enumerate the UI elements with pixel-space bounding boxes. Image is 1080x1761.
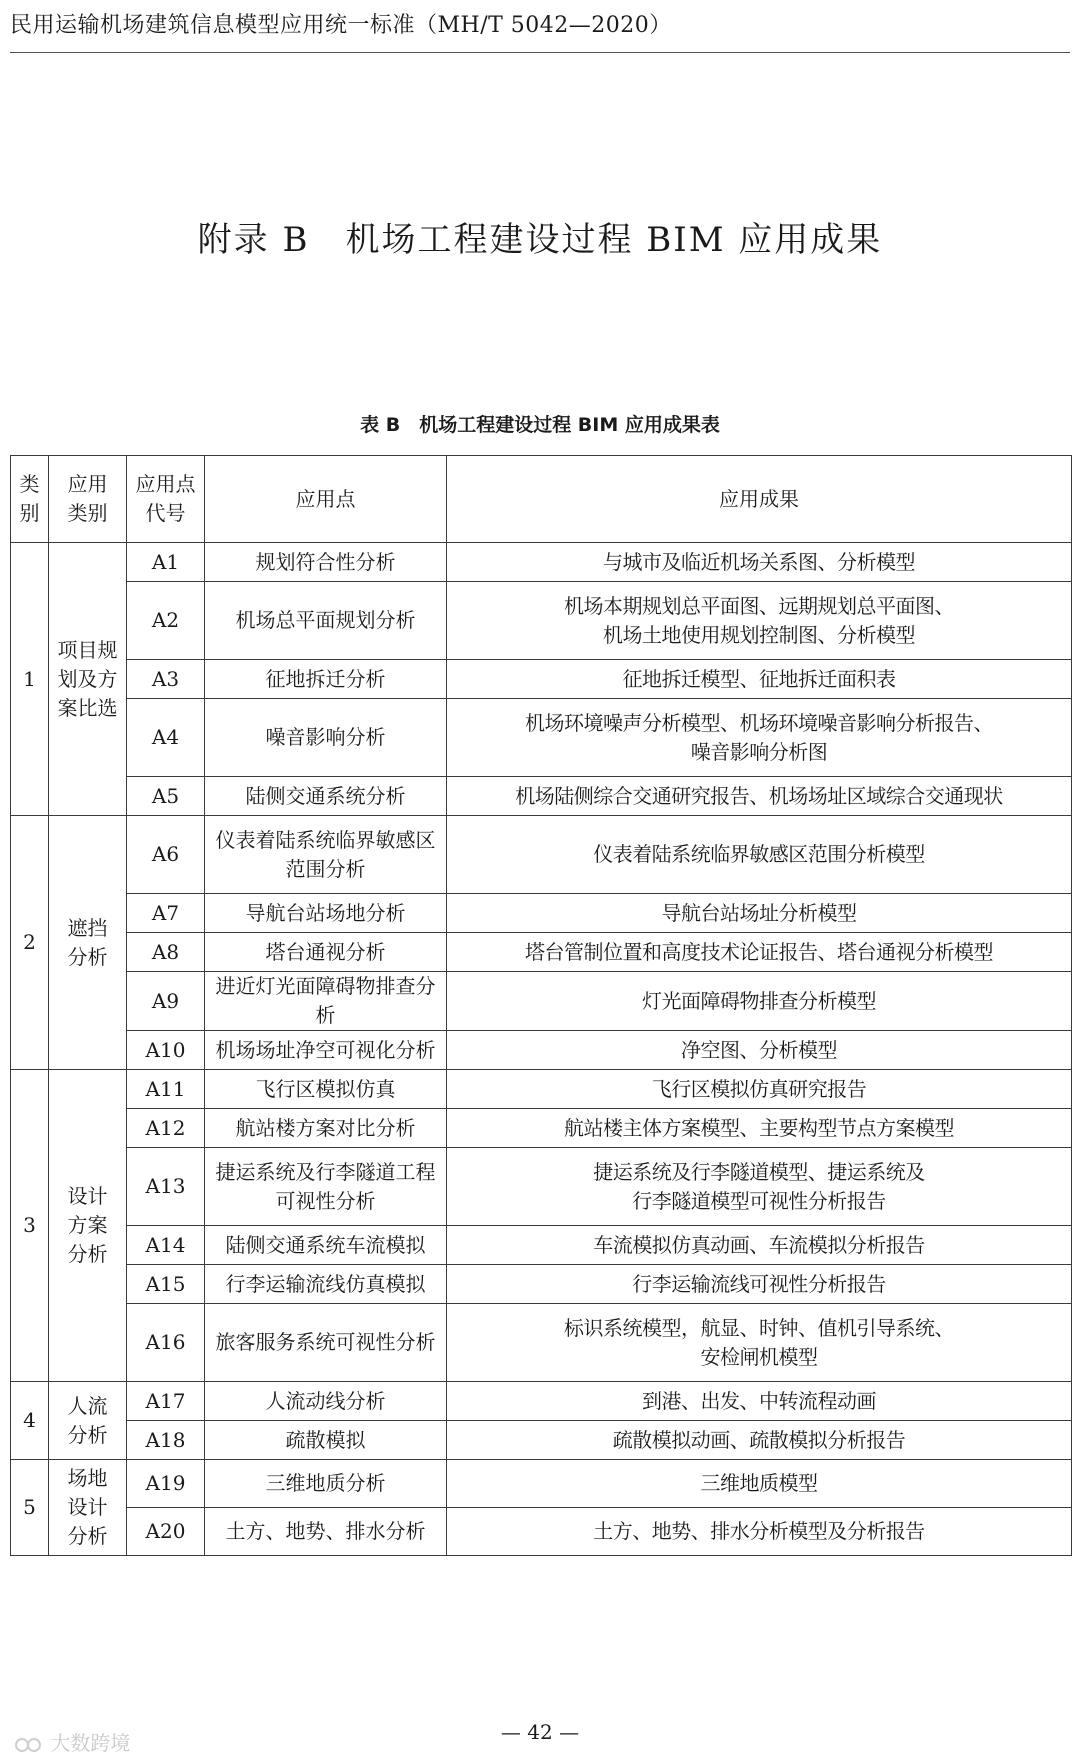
application-point-cell: 噪音影响分析 (205, 699, 447, 777)
table-row (11, 699, 1072, 777)
application-point-cell: 人流动线分析 (205, 1382, 447, 1421)
code-cell: A5 (127, 777, 205, 816)
code-cell: A19 (127, 1460, 205, 1508)
table-row (11, 1508, 1072, 1556)
application-result-cell: 航站楼主体方案模型、主要构型节点方案模型 (447, 1109, 1072, 1148)
application-result-cell: 塔台管制位置和高度技术论证报告、塔台通视分析模型 (447, 933, 1072, 972)
application-result-cell: 导航台站场址分析模型 (447, 894, 1072, 933)
watermark-text: 大数跨境 (50, 1731, 131, 1755)
header-point: 应用点 (205, 456, 447, 543)
application-result-cell: 行李运输流线可视性分析报告 (447, 1265, 1072, 1304)
code-cell: A1 (127, 543, 205, 582)
code-cell: A6 (127, 816, 205, 894)
table-row (11, 1421, 1072, 1460)
application-result-cell: 机场环境噪声分析模型、机场环境噪音影响分析报告、 噪音影响分析图 (447, 699, 1072, 777)
table-row (11, 1109, 1072, 1148)
code-cell: A9 (127, 972, 205, 1031)
application-result-cell: 仪表着陆系统临界敏感区范围分析模型 (447, 816, 1072, 894)
code-cell: A11 (127, 1070, 205, 1109)
application-point-cell: 塔台通视分析 (205, 933, 447, 972)
table-row (11, 660, 1072, 699)
application-point-cell: 导航台站场地分析 (205, 894, 447, 933)
code-cell: A20 (127, 1508, 205, 1556)
code-cell: A14 (127, 1226, 205, 1265)
application-point-cell: 仪表着陆系统临界敏感区 范围分析 (205, 816, 447, 894)
category-number-cell: 1 (11, 543, 49, 816)
header-app-category: 应用 类别 (49, 456, 127, 543)
application-result-cell: 到港、出发、中转流程动画 (447, 1382, 1072, 1421)
application-point-cell: 土方、地势、排水分析 (205, 1508, 447, 1556)
application-result-cell: 捷运系统及行李隧道模型、捷运系统及 行李隧道模型可视性分析报告 (447, 1148, 1072, 1226)
application-result-cell: 飞行区模拟仿真研究报告 (447, 1070, 1072, 1109)
running-header: 民用运输机场建筑信息模型应用统一标准（MH/T 5042—2020） (10, 13, 672, 38)
table-row (11, 816, 1072, 894)
application-result-cell: 土方、地势、排水分析模型及分析报告 (447, 1508, 1072, 1556)
application-result-cell: 标识系统模型，航显、时钟、值机引导系统、 安检闸机模型 (447, 1304, 1072, 1382)
table-row (11, 894, 1072, 933)
table-row (11, 777, 1072, 816)
table-row (11, 1226, 1072, 1265)
table-body (11, 543, 1072, 1556)
table-row (11, 543, 1072, 582)
table-row (11, 1148, 1072, 1226)
code-cell: A16 (127, 1304, 205, 1382)
code-cell: A17 (127, 1382, 205, 1421)
application-result-cell: 与城市及临近机场关系图、分析模型 (447, 543, 1072, 582)
application-point-cell: 规划符合性分析 (205, 543, 447, 582)
table-row (11, 1304, 1072, 1382)
application-category-cell: 遮挡 分析 (49, 816, 127, 1070)
appendix-title: 附录 B 机场工程建设过程 BIM 应用成果 (197, 220, 883, 260)
application-point-cell: 旅客服务系统可视性分析 (205, 1304, 447, 1382)
application-category-cell: 人流 分析 (49, 1382, 127, 1460)
code-cell: A10 (127, 1031, 205, 1070)
application-result-cell: 机场陆侧综合交通研究报告、机场场址区域综合交通现状 (447, 777, 1072, 816)
table-row (11, 972, 1072, 1031)
category-number-cell: 3 (11, 1070, 49, 1382)
code-cell: A13 (127, 1148, 205, 1226)
application-point-cell: 机场总平面规划分析 (205, 582, 447, 660)
header-category: 类 别 (11, 456, 49, 543)
table-row (11, 933, 1072, 972)
application-result-cell: 净空图、分析模型 (447, 1031, 1072, 1070)
application-category-cell: 设计 方案 分析 (49, 1070, 127, 1382)
application-point-cell: 飞行区模拟仿真 (205, 1070, 447, 1109)
table-row (11, 1031, 1072, 1070)
code-cell: A12 (127, 1109, 205, 1148)
table-row (11, 582, 1072, 660)
application-point-cell: 征地拆迁分析 (205, 660, 447, 699)
code-cell: A15 (127, 1265, 205, 1304)
table-row (11, 1070, 1072, 1109)
bim-outcomes-table (10, 455, 1072, 1556)
application-result-cell: 灯光面障碍物排查分析模型 (447, 972, 1072, 1031)
header-code: 应用点 代号 (127, 456, 205, 543)
application-point-cell: 疏散模拟 (205, 1421, 447, 1460)
code-cell: A2 (127, 582, 205, 660)
application-category-cell: 项目规 划及方 案比选 (49, 543, 127, 816)
application-point-cell: 机场场址净空可视化分析 (205, 1031, 447, 1070)
table-row (11, 1382, 1072, 1421)
watermark-logo-icon (14, 1735, 44, 1755)
code-cell: A18 (127, 1421, 205, 1460)
application-point-cell: 航站楼方案对比分析 (205, 1109, 447, 1148)
application-result-cell: 车流模拟仿真动画、车流模拟分析报告 (447, 1226, 1072, 1265)
application-result-cell: 征地拆迁模型、征地拆迁面积表 (447, 660, 1072, 699)
code-cell: A4 (127, 699, 205, 777)
application-result-cell: 三维地质模型 (447, 1460, 1072, 1508)
table-row (11, 1460, 1072, 1508)
category-number-cell: 5 (11, 1460, 49, 1556)
application-point-cell: 捷运系统及行李隧道工程 可视性分析 (205, 1148, 447, 1226)
application-category-cell: 场地 设计 分析 (49, 1460, 127, 1556)
application-point-cell: 行李运输流线仿真模拟 (205, 1265, 447, 1304)
table-header-row (11, 456, 1072, 543)
application-point-cell: 三维地质分析 (205, 1460, 447, 1508)
code-cell: A8 (127, 933, 205, 972)
code-cell: A3 (127, 660, 205, 699)
category-number-cell: 2 (11, 816, 49, 1070)
header-rule (10, 52, 1070, 53)
application-point-cell: 陆侧交通系统车流模拟 (205, 1226, 447, 1265)
application-point-cell: 进近灯光面障碍物排查分析 (205, 972, 447, 1031)
header-result: 应用成果 (447, 456, 1072, 543)
application-result-cell: 机场本期规划总平面图、远期规划总平面图、 机场土地使用规划控制图、分析模型 (447, 582, 1072, 660)
table-row (11, 1265, 1072, 1304)
category-number-cell: 4 (11, 1382, 49, 1460)
table-caption: 表 B 机场工程建设过程 BIM 应用成果表 (360, 414, 720, 436)
page-number: — 42 — (500, 1720, 580, 1744)
application-result-cell: 疏散模拟动画、疏散模拟分析报告 (447, 1421, 1072, 1460)
code-cell: A7 (127, 894, 205, 933)
watermark (14, 1727, 130, 1756)
application-point-cell: 陆侧交通系统分析 (205, 777, 447, 816)
